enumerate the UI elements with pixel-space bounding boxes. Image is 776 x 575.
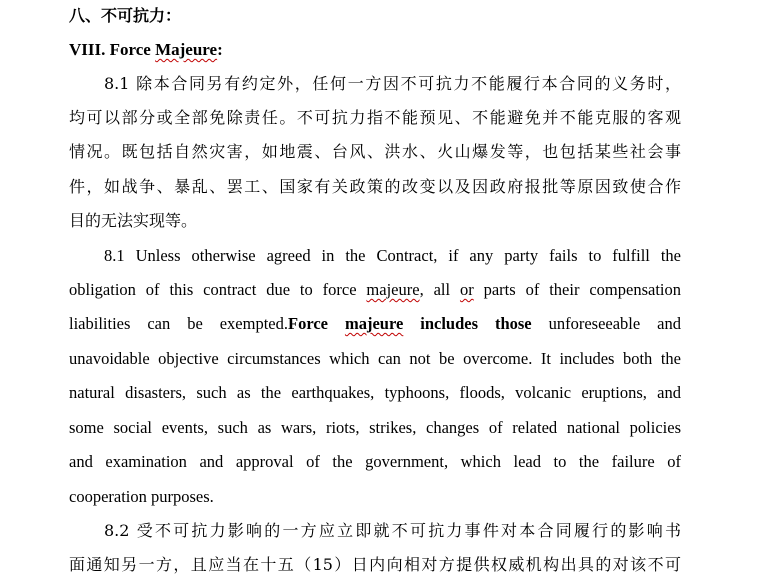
en-para-line4: unavoidable objective circumstances which can not be overcome. It includes both the [69, 349, 681, 368]
cn-para1-line4: 件，如战争、暴乱、罢工、国家有关政策的改变以及因政府报批等原因致使合作 [69, 177, 681, 196]
en-line2-c: parts of their compensation [473, 280, 681, 299]
cn-para2-line1: 8.2 受不可抗力影响的一方应立即就不可抗力事件对本合同履行的影响书 [104, 521, 681, 540]
en-line3-bold1: Force [288, 314, 345, 333]
en-line2-a: obligation of this contract due to force [69, 280, 367, 299]
cn-para1-line2: 均可以部分或全部免除责任。不可抗力指不能预见、不能避免并不能克服的客观 [69, 108, 681, 127]
heading-en-colon: : [217, 40, 223, 59]
section-heading-en [69, 40, 223, 60]
en-line2-b: , all [419, 280, 460, 299]
heading-en-majeure: Majeure [155, 40, 218, 59]
en-line3-a: liabilities can be exempted. [69, 314, 288, 333]
en-line3-c: unforeseeable and [531, 314, 681, 333]
cn-para1-line3: 情况。既包括自然灾害，如地震、台风、洪水、火山爆发等，也包括某些社会事 [69, 142, 681, 161]
cn-para1-line1: 8.1 除本合同另有约定外，任何一方因不可抗力不能履行本合同的义务时， [104, 74, 681, 93]
en-para-line2 [69, 280, 681, 300]
en-para-line5: natural disasters, such as the earthquakes, typhoons, floods, volcanic eruptions, and [69, 383, 681, 402]
en-line2-majeure: majeure [366, 280, 420, 299]
en-para-line7: and examination and approval of the government, which lead to the failure of [69, 452, 681, 471]
heading-en-prefix: VIII. Force [69, 40, 156, 59]
en-line3-bold-majeure: majeure [344, 314, 404, 333]
en-para-line6: some social events, such as wars, riots, strikes, changes of related national policies [69, 418, 681, 437]
en-para-line8: cooperation purposes. [69, 487, 214, 506]
en-line3-bold2: includes those [403, 314, 532, 333]
en-para-line1: 8.1 Unless otherwise agreed in the Contract, if any party fails to fulfill the [104, 246, 681, 265]
en-para-line3 [69, 314, 681, 334]
cn-para1-line5: 目的无法实现等。 [69, 211, 198, 230]
cn-para2-line2: 面通知另一方，且应当在十五（15）日内向相对方提供权威机构出具的对该不可 [69, 555, 681, 574]
en-line2-or: or [459, 280, 474, 299]
section-heading-cn: 八、不可抗力： [69, 6, 182, 25]
